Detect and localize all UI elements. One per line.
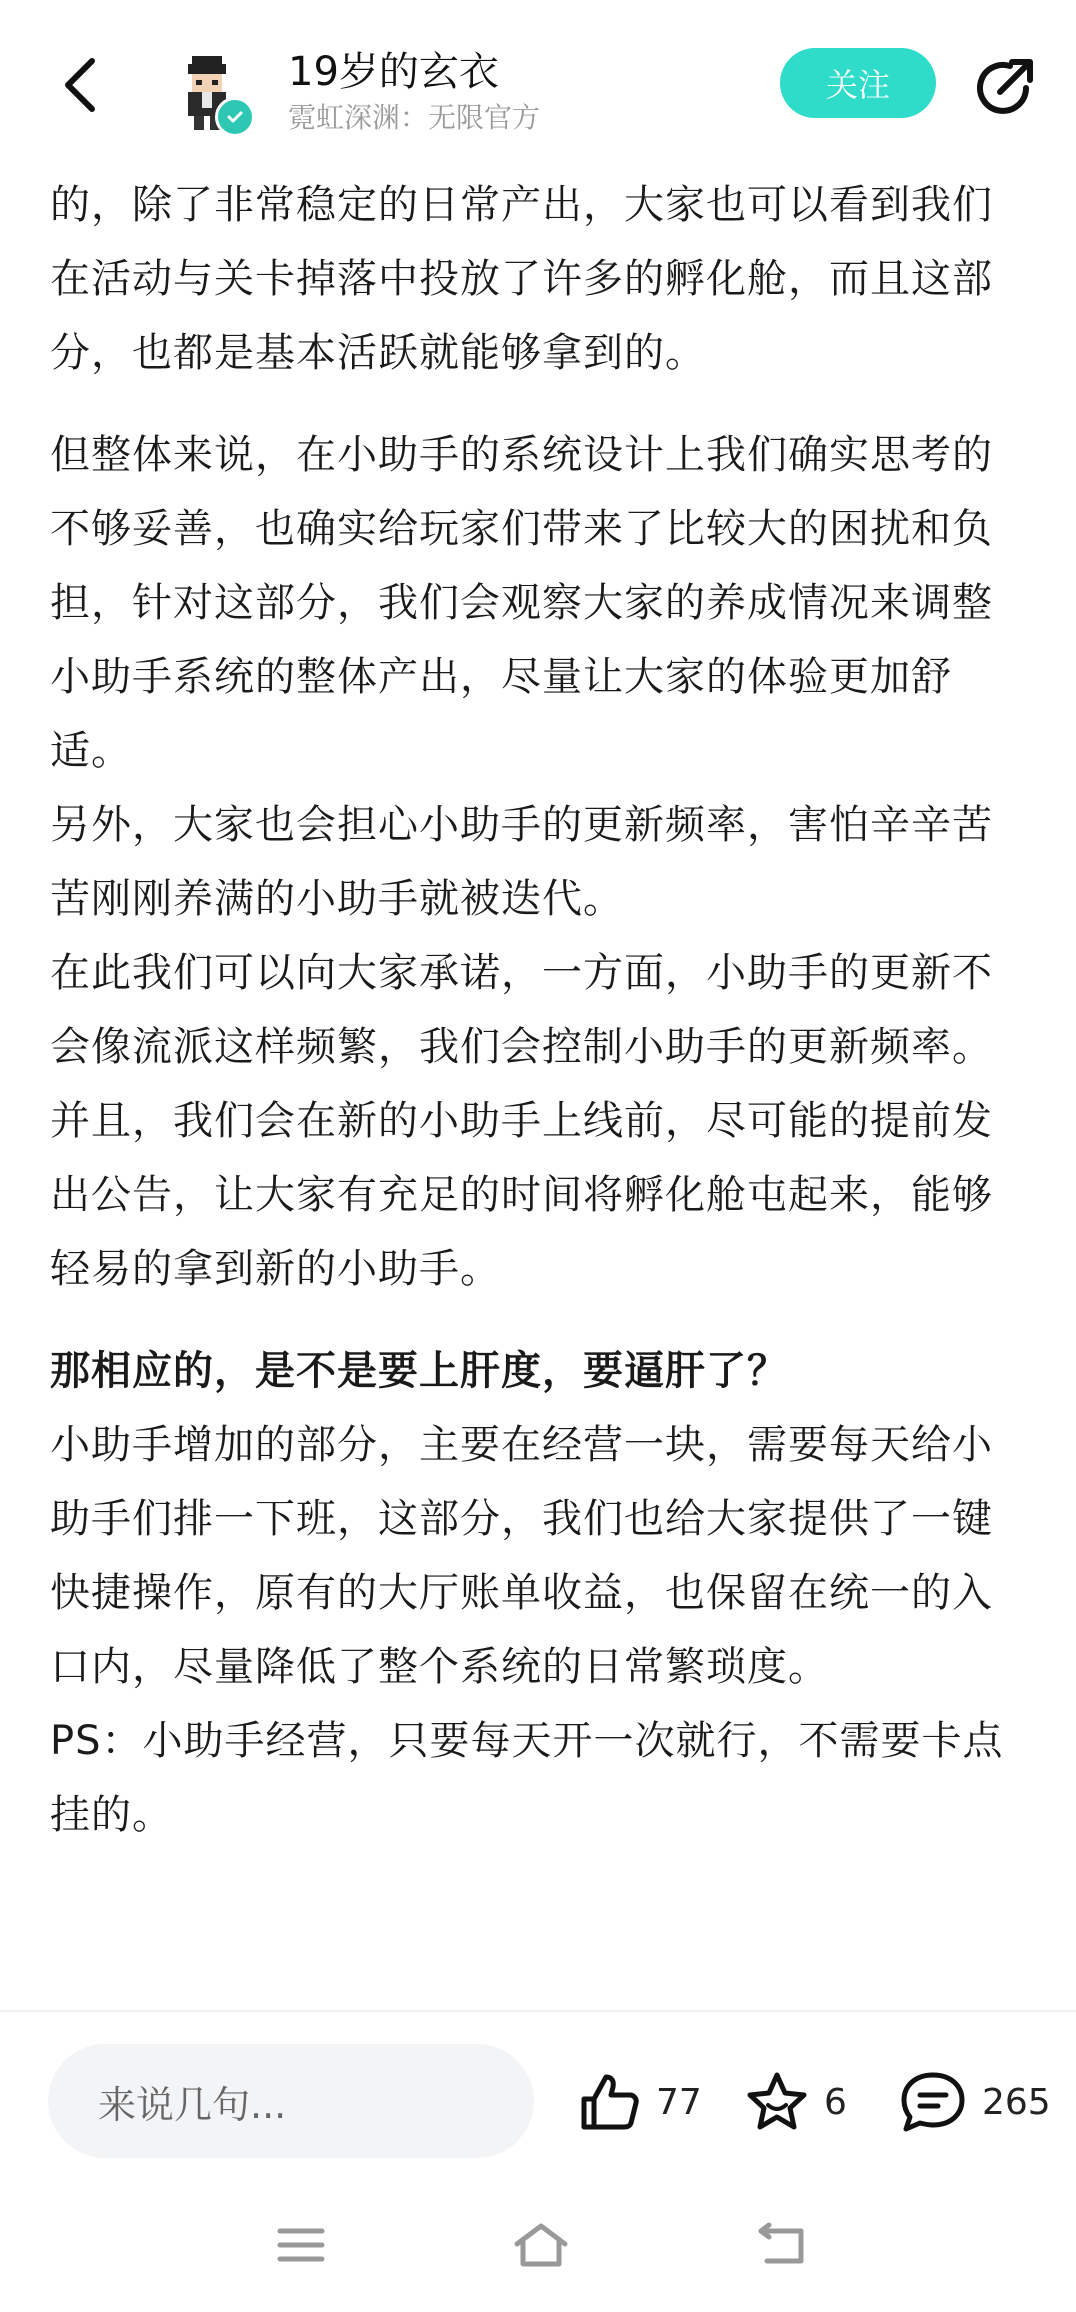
system-nav-bar <box>0 2180 1076 2312</box>
verified-badge-icon <box>215 97 255 137</box>
comment-bubble-icon <box>898 2069 968 2135</box>
share-button[interactable] <box>970 52 1040 122</box>
bottom-divider <box>0 2010 1076 2012</box>
author-subtitle: 霓虹深渊：无限官方 <box>288 101 541 134</box>
post-header <box>0 0 1076 170</box>
menu-icon <box>276 2223 326 2267</box>
favorite-count: 6 <box>824 2081 847 2123</box>
thumbs-up-icon <box>576 2069 642 2135</box>
comment-button[interactable] <box>898 2060 1051 2144</box>
back-icon <box>753 2221 809 2269</box>
favorite-button[interactable] <box>744 2060 847 2144</box>
paragraph: 另外，大家也会担心小助手的更新频率，害怕辛辛苦苦刚刚养满的小助手就被迭代。 <box>50 802 993 922</box>
comment-input[interactable]: 来说几句... <box>48 2044 534 2158</box>
back-button[interactable] <box>50 50 110 120</box>
nav-menu-button[interactable] <box>266 2210 336 2280</box>
chevron-left-icon <box>60 55 100 115</box>
section-heading: 那相应的，是不是要上肝度，要逼肝了？ <box>50 1348 788 1394</box>
paragraph: 的，除了非常稳定的日常产出，大家也可以看到我们在活动与关卡掉落中投放了许多的孵化舱，而且这部分，也都是基本活跃就能够拿到的。 <box>50 182 993 376</box>
nav-home-button[interactable] <box>506 2210 576 2280</box>
paragraph: 小助手增加的部分，主要在经营一块，需要每天给小助手们排一下班，这部分，我们也给大家提供了一键快捷操作，原有的大厅账单收益，也保留在统一的入口内，尽量降低了整个系统的日常繁琐度。 <box>50 1422 993 1690</box>
star-icon <box>744 2069 810 2135</box>
paragraph: PS：小助手经营，只要每天开一次就行，不需要卡点挂的。 <box>50 1718 1004 1838</box>
share-icon <box>970 52 1040 122</box>
comment-count: 265 <box>982 2081 1051 2123</box>
follow-button[interactable]: 关注 <box>780 48 936 118</box>
like-count: 77 <box>656 2081 702 2123</box>
article-body <box>50 168 1030 2006</box>
home-icon <box>511 2220 571 2270</box>
paragraph: 在此我们可以向大家承诺，一方面，小助手的更新不会像流派这样频繁，我们会控制小助手的更新频率。并且，我们会在新的小助手上线前，尽可能的提前发出公告，让大家有充足的时间将孵化舱屯起来，能够轻易的拿到新的小助手。 <box>50 950 993 1292</box>
author-name[interactable]: 19岁的玄衣 <box>288 49 499 95</box>
paragraph: 但整体来说，在小助手的系统设计上我们确实思考的不够妥善，也确实给玩家们带来了比较大的困扰和负担，针对这部分，我们会观察大家的养成情况来调整小助手系统的整体产出，尽量让大家的体验更加舒适。 <box>50 432 993 774</box>
nav-back-button[interactable] <box>746 2210 816 2280</box>
like-button[interactable] <box>576 2060 702 2144</box>
